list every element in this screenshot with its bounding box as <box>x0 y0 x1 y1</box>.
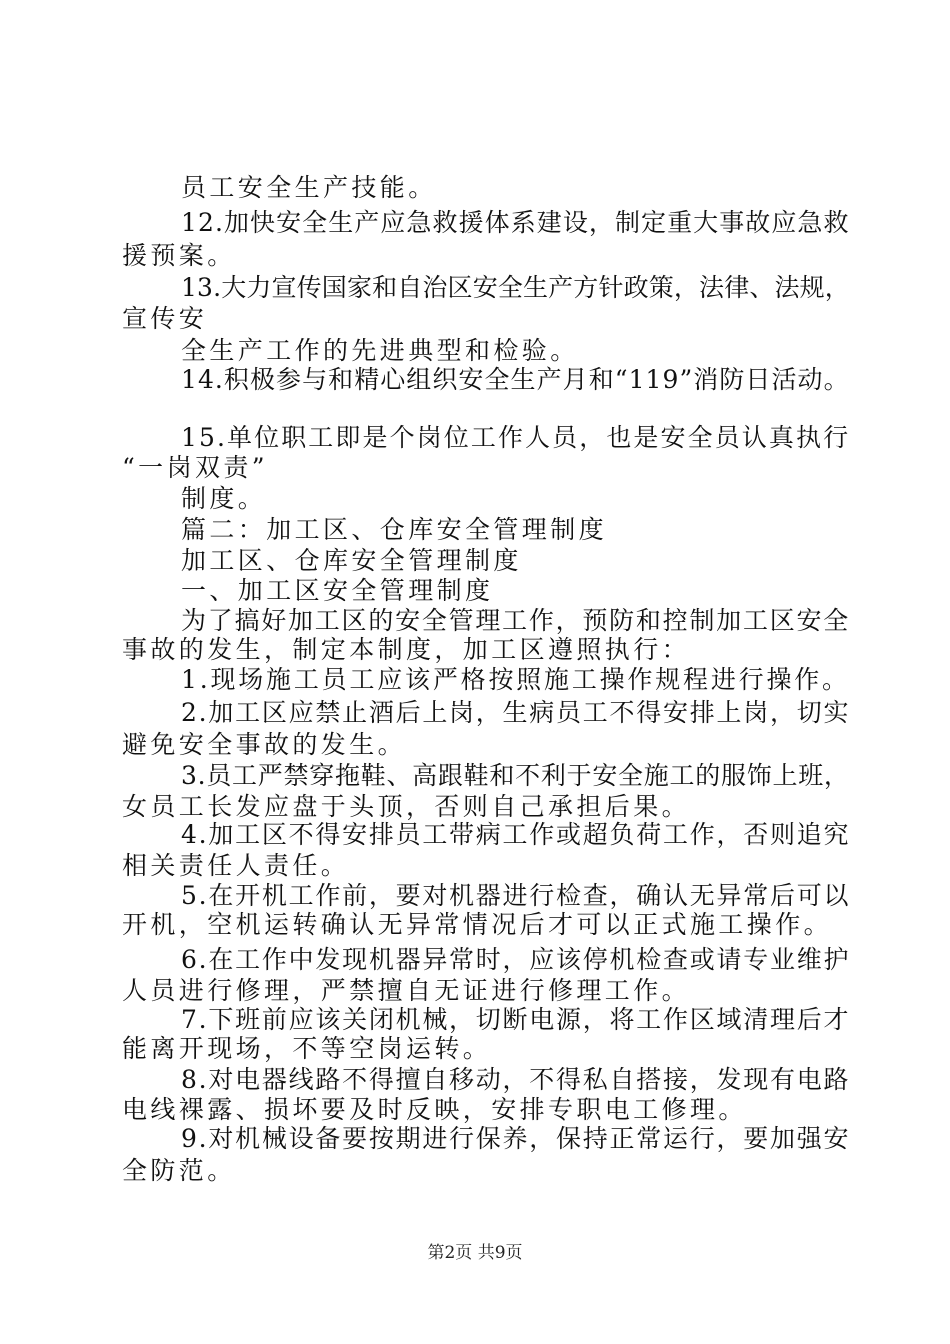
text-line: 电线裸露、损坏要及时反映，安排专职电工修理。 <box>122 1095 747 1124</box>
section-heading: 加工区、仓库安全管理制度 <box>181 546 522 575</box>
text-line: 为了搞好加工区的安全管理工作，预防和控制加工区安全 <box>181 606 851 635</box>
text-line: 8.对电器线路不得擅自移动，不得私自搭接，发现有电路 <box>181 1065 851 1094</box>
text-line: 宣传安 <box>122 304 208 333</box>
section-heading: 一、加工区安全管理制度 <box>181 576 494 605</box>
text-line: 制度。 <box>181 484 267 513</box>
text-line: 13.大力宣传国家和自治区安全生产方针政策，法律、法规， <box>181 273 850 302</box>
text-line: 全防范。 <box>122 1156 236 1185</box>
text-line: 援预案。 <box>122 241 236 270</box>
text-line: “一岗双责” <box>122 453 268 482</box>
text-line: 7.下班前应该关闭机械，切断电源，将工作区域清理后才 <box>181 1005 851 1034</box>
text-line: 6.在工作中发现机器异常时，应该停机检查或请专业维护 <box>181 945 851 974</box>
text-line: 避免安全事故的发生。 <box>122 730 407 759</box>
text-line: 人员进行修理，严禁擅自无证进行修理工作。 <box>122 976 691 1005</box>
text-line: 能离开现场，不等空岗运转。 <box>122 1034 492 1063</box>
page-number-footer: 第2页 共9页 <box>427 1243 523 1263</box>
text-line: 5.在开机工作前，要对机器进行检查，确认无异常后可以 <box>181 881 851 910</box>
text-line: 3.员工严禁穿拖鞋、高跟鞋和不利于安全施工的服饰上班， <box>181 761 850 790</box>
text-line: 9.对机械设备要按期进行保养，保持正常运行，要加强安 <box>181 1124 851 1153</box>
text-line: 4.加工区不得安排员工带病工作或超负荷工作，否则追究 <box>181 820 851 849</box>
text-line: 14.积极参与和精心组织安全生产月和“119”消防日活动。 <box>181 365 850 394</box>
text-line: 女员工长发应盘于头顶，否则自己承担后果。 <box>122 792 691 821</box>
text-line: 1.现场施工员工应该严格按照施工操作规程进行操作。 <box>181 665 850 694</box>
text-line: 全生产工作的先进典型和检验。 <box>181 336 579 365</box>
text-line: 开机，空机运转确认无异常情况后才可以正式施工操作。 <box>122 910 833 939</box>
text-line: 相关责任人责任。 <box>122 851 350 880</box>
section-heading: 篇二：加工区、仓库安全管理制度 <box>181 515 608 544</box>
text-line: 12.加快安全生产应急救援体系建设，制定重大事故应急救 <box>181 208 850 237</box>
text-line: 员工安全生产技能。 <box>181 173 437 202</box>
text-line: 15.单位职工即是个岗位工作人员，也是安全员认真执行 <box>181 423 851 452</box>
text-line: 2.加工区应禁止酒后上岗，生病员工不得安排上岗，切实 <box>181 698 851 727</box>
text-line: 事故的发生，制定本制度，加工区遵照执行： <box>122 635 691 664</box>
